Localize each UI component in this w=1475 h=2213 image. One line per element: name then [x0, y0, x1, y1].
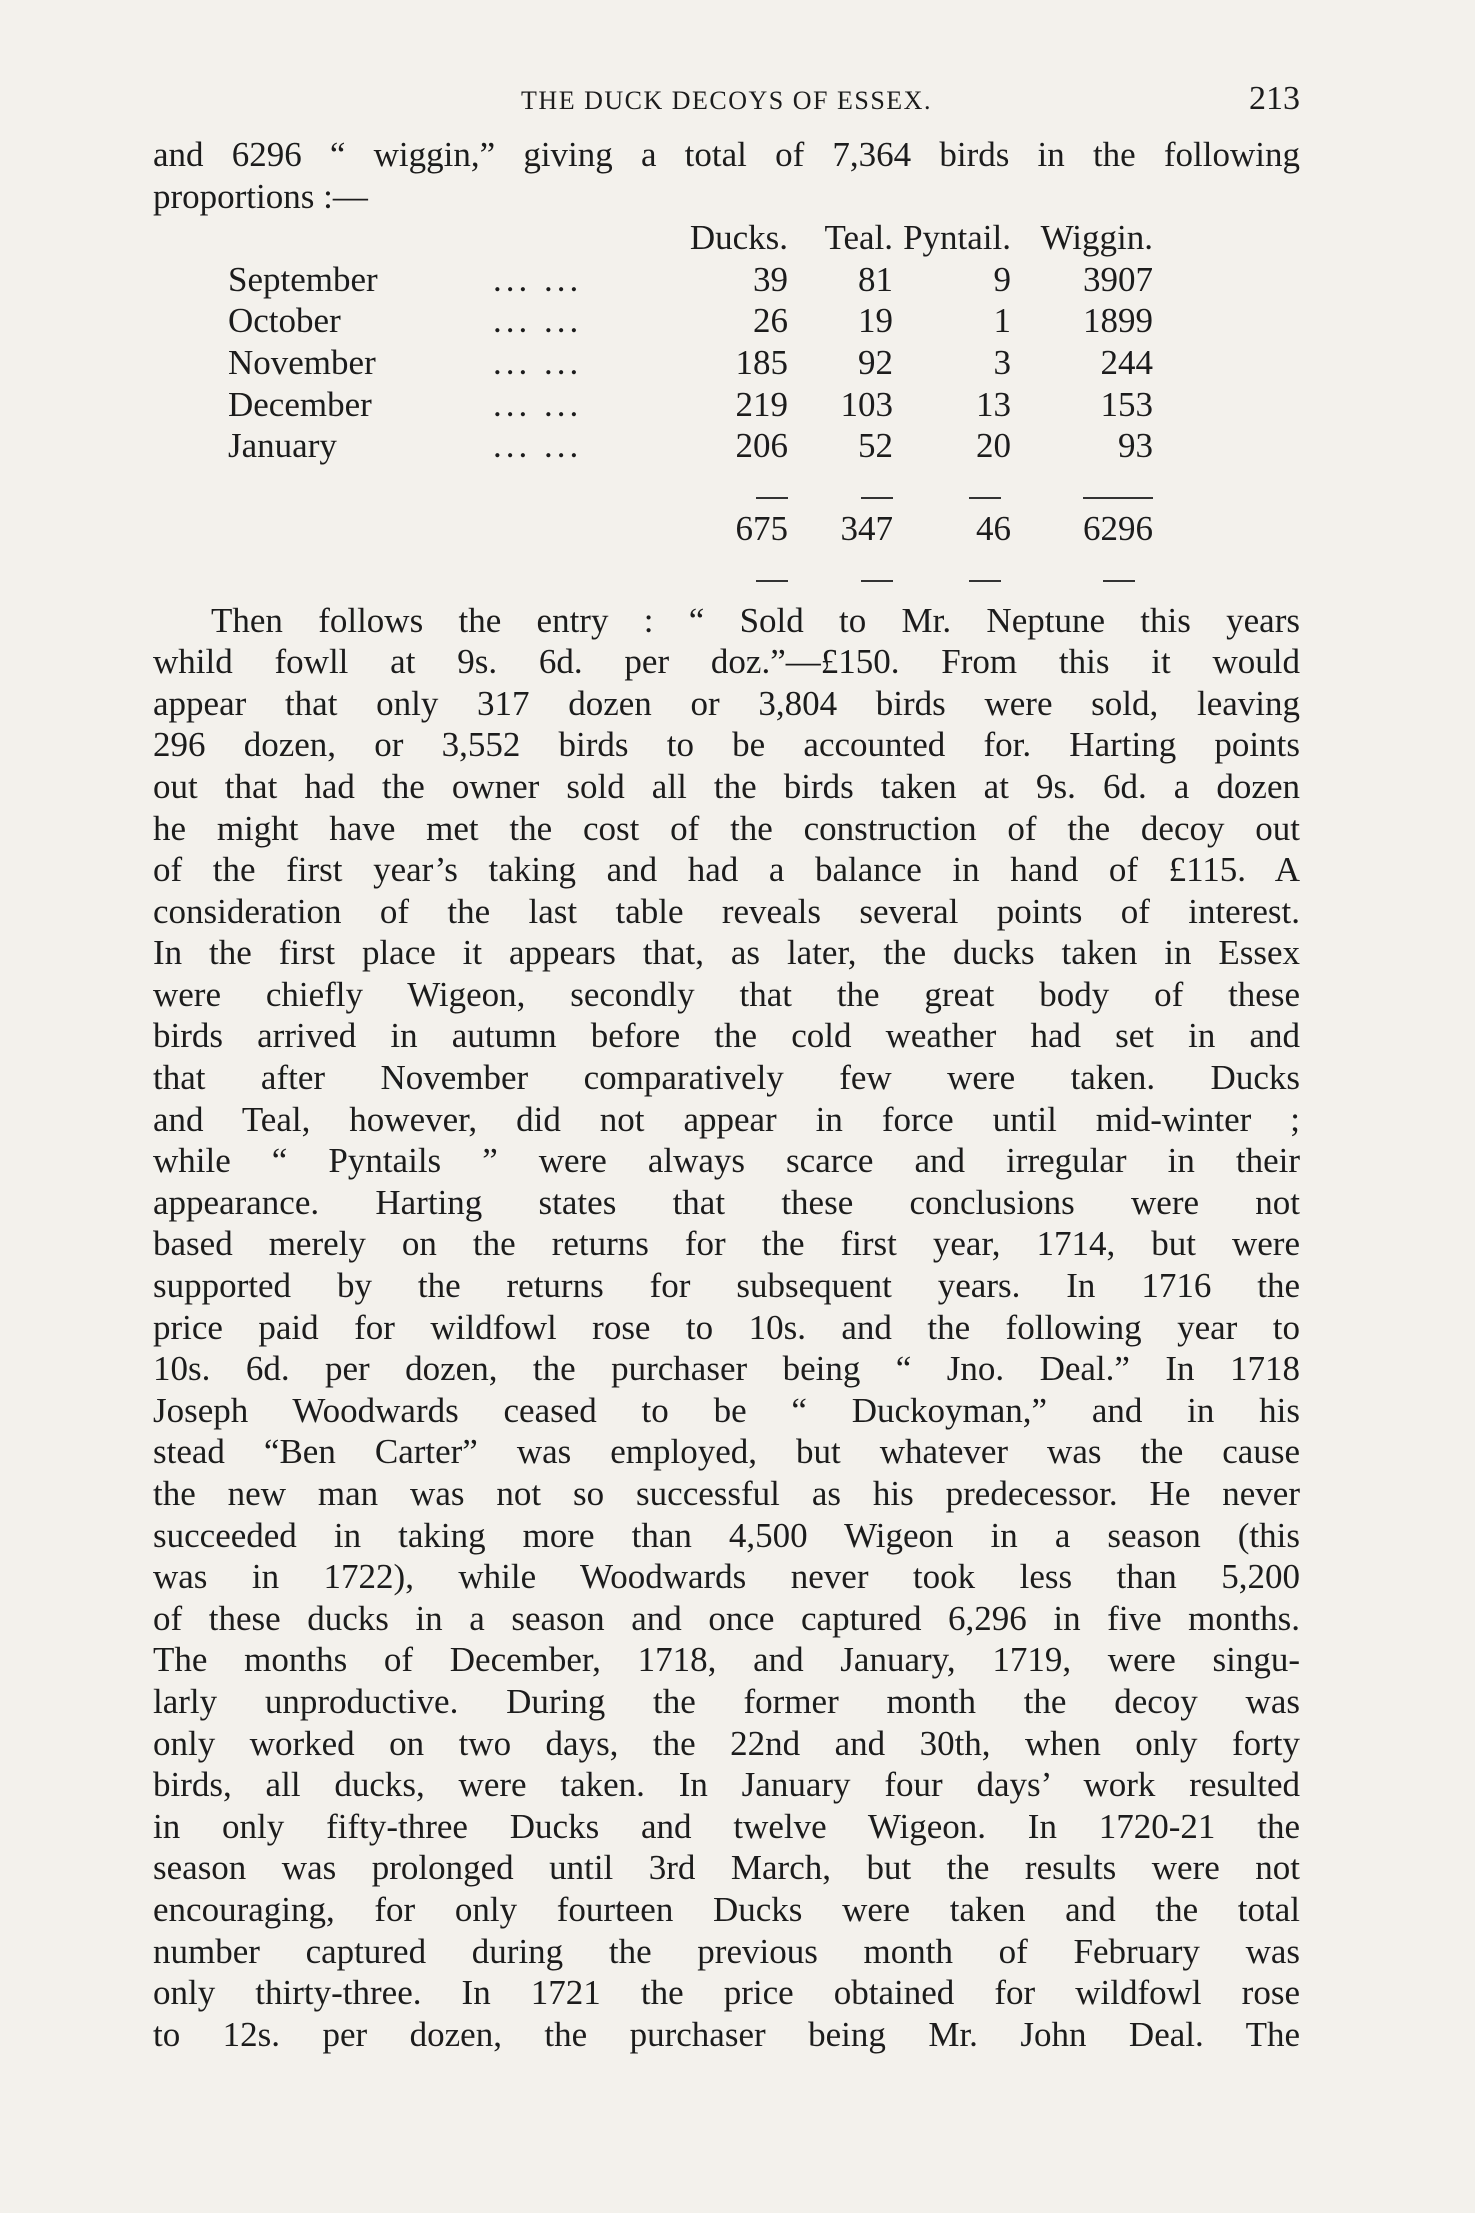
pyntail-value: 3	[993, 342, 1011, 382]
text-line: stead “Ben Carter” was employed, but whatever was the cause	[153, 1432, 1300, 1472]
wiggin-total: 6296	[1083, 509, 1153, 549]
text-line: appearance. Harting states that these conclusions were not	[153, 1182, 1300, 1222]
pyntail-value: 13	[976, 384, 1011, 424]
teal-value: 19	[858, 301, 893, 341]
pyntail-value: 1	[993, 301, 1011, 341]
text-line: The months of December, 1718, and January, 1719, were singu-	[153, 1640, 1300, 1680]
leader-dots: ... ...	[493, 301, 583, 341]
text-line: were chiefly Wigeon, secondly that the great body of these	[153, 974, 1300, 1014]
text-line: he might have met the cost of the construction of the decoy out	[153, 808, 1300, 848]
table-row	[228, 384, 1153, 426]
intro-text	[153, 134, 1300, 217]
text-line: number captured during the previous month of February was	[153, 1931, 1300, 1971]
text-line: that after November comparatively few were taken. Ducks	[153, 1058, 1300, 1098]
column-header-teal: Teal.	[824, 218, 893, 258]
text-line: larly unproductive. During the former month the decoy was	[153, 1681, 1300, 1721]
column-header-ducks: Ducks.	[689, 218, 788, 258]
teal-total: 347	[840, 509, 893, 549]
rule-row	[228, 550, 1153, 592]
teal-value: 52	[858, 426, 893, 466]
text-line: and 6296 “ wiggin,” giving a total of 7,364 birds in the following	[153, 135, 1300, 174]
pyntail-value: 9	[993, 259, 1011, 299]
catch-table	[228, 217, 1153, 591]
text-line: the new man was not so successful as his predecessor. He never	[153, 1474, 1300, 1513]
month-label: December	[228, 384, 372, 424]
ducks-value: 185	[735, 342, 788, 382]
ducks-value: 219	[735, 384, 788, 424]
pyntail-total: 46	[976, 509, 1011, 549]
month-label: October	[228, 301, 341, 341]
text-line: proportions :—	[153, 176, 368, 216]
table-row	[228, 425, 1153, 467]
rule-line	[861, 580, 893, 582]
text-line: encouraging, for only fourteen Ducks were taken and the total	[153, 1889, 1300, 1929]
rule-line	[861, 497, 893, 499]
text-line: of the first year’s taking and had a balance in hand of £115. A	[153, 850, 1300, 890]
text-line: while “ Pyntails ” were always scarce and irregular in their	[153, 1141, 1300, 1181]
text-line: only thirty-three. In 1721 the price obtained for wildfowl rose	[153, 1973, 1300, 2013]
table-header-row	[228, 217, 1153, 259]
text-line: out that had the owner sold all the birds taken at 9s. 6d. a dozen	[153, 766, 1300, 806]
column-header-pyntail: Pyntail.	[903, 218, 1011, 258]
text-line: and Teal, however, did not appear in force until mid-winter ;	[153, 1099, 1300, 1139]
rule-line	[756, 497, 788, 499]
text-line: only worked on two days, the 22nd and 30th, when only forty	[153, 1723, 1300, 1763]
text-line: In the first place it appears that, as later, the ducks taken in Essex	[153, 933, 1300, 973]
rule-line	[756, 580, 788, 582]
running-title: THE DUCK DECOYS OF ESSEX.	[521, 86, 932, 115]
leader-dots: ... ...	[493, 342, 583, 382]
text-line: succeeded in taking more than 4,500 Wigeon in a season (this	[153, 1515, 1300, 1555]
teal-value: 92	[858, 342, 893, 382]
text-line: whild fowll at 9s. 6d. per doz.”—£150. From this it would	[153, 642, 1300, 682]
book-page	[153, 80, 1300, 2055]
rule-line	[1103, 580, 1135, 582]
rule-row	[228, 467, 1153, 509]
table-row	[228, 342, 1153, 384]
month-label: September	[228, 259, 378, 299]
text-line: Then follows the entry : “ Sold to Mr. Neptune this years	[211, 600, 1300, 640]
text-line: appear that only 317 dozen or 3,804 birds were sold, leaving	[153, 683, 1300, 723]
table-row	[228, 300, 1153, 342]
text-line: 296 dozen, or 3,552 birds to be accounted for. Harting points	[153, 725, 1300, 765]
ducks-value: 39	[753, 259, 788, 299]
ducks-value: 206	[735, 426, 788, 466]
running-head	[153, 80, 1300, 124]
totals-row	[228, 508, 1153, 550]
rule-line	[969, 580, 1001, 582]
text-line: birds, all ducks, were taken. In January four days’ work resulted	[153, 1765, 1300, 1805]
leader-dots: ... ...	[493, 384, 583, 424]
column-header-wiggin: Wiggin.	[1040, 218, 1153, 258]
month-label: January	[228, 426, 337, 466]
ducks-value: 26	[753, 301, 788, 341]
text-line: price paid for wildfowl rose to 10s. and the following year to	[153, 1307, 1300, 1347]
body-paragraph	[153, 600, 1300, 2056]
wiggin-value: 1899	[1083, 301, 1153, 341]
leader-dots: ... ...	[493, 259, 583, 299]
leader-dots: ... ...	[493, 426, 583, 466]
wiggin-value: 3907	[1083, 259, 1153, 299]
teal-value: 103	[840, 384, 893, 424]
wiggin-value: 153	[1100, 384, 1153, 424]
rule-line	[1083, 497, 1153, 499]
text-line: season was prolonged until 3rd March, but the results were not	[153, 1848, 1300, 1888]
text-line: Joseph Woodwards ceased to be “ Duckoyman,” and in his	[153, 1390, 1300, 1430]
text-line: birds arrived in autumn before the cold weather had set in and	[153, 1016, 1300, 1056]
ducks-total: 675	[735, 509, 788, 549]
month-label: November	[228, 342, 376, 382]
wiggin-value: 93	[1118, 426, 1153, 466]
text-line: based merely on the returns for the first year, 1714, but were	[153, 1224, 1300, 1264]
pyntail-value: 20	[976, 426, 1011, 466]
table-row	[228, 259, 1153, 301]
text-line: to 12s. per dozen, the purchaser being Mr. John Deal. The	[153, 2014, 1300, 2054]
text-line: 10s. 6d. per dozen, the purchaser being “ Jno. Deal.” In 1718	[153, 1349, 1300, 1389]
page-number: 213	[1249, 80, 1300, 117]
teal-value: 81	[858, 259, 893, 299]
text-line: consideration of the last table reveals several points of interest.	[153, 891, 1300, 931]
wiggin-value: 244	[1100, 342, 1153, 382]
text-line: of these ducks in a season and once captured 6,296 in five months.	[153, 1598, 1300, 1638]
text-line: in only fifty-three Ducks and twelve Wigeon. In 1720-21 the	[153, 1806, 1300, 1846]
text-line: supported by the returns for subsequent years. In 1716 the	[153, 1266, 1300, 1306]
rule-line	[969, 497, 1001, 499]
text-line: was in 1722), while Woodwards never took less than 5,200	[153, 1557, 1300, 1597]
